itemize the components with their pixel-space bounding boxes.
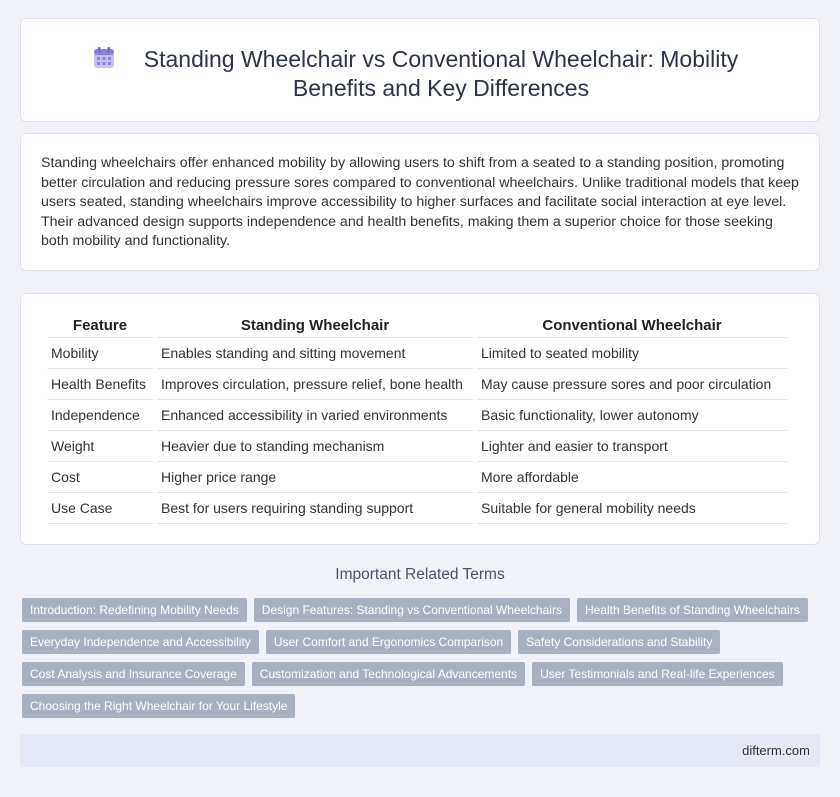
related-term-tag[interactable]: User Testimonials and Real-life Experiences [532, 662, 783, 686]
table-row [47, 369, 787, 400]
table-cell: Use Case [47, 493, 153, 524]
table-cell: Suitable for general mobility needs [477, 493, 787, 524]
related-terms-list [22, 598, 822, 718]
table-cell: May cause pressure sores and poor circulation [477, 369, 787, 400]
table-cell: Basic functionality, lower autonomy [477, 400, 787, 431]
column-header-standing: Standing Wheelchair [157, 315, 473, 338]
table-cell: Enables standing and sitting movement [157, 338, 473, 369]
table-cell: Independence [47, 400, 153, 431]
related-term-tag[interactable]: Cost Analysis and Insurance Coverage [22, 662, 245, 686]
footer [20, 734, 820, 767]
footer-brand-link[interactable]: difterm.com [742, 743, 810, 758]
table-cell: Lighter and easier to transport [477, 431, 787, 462]
related-term-tag[interactable]: Health Benefits of Standing Wheelchairs [577, 598, 808, 622]
table-cell: Enhanced accessibility in varied environments [157, 400, 473, 431]
table-cell: Improves circulation, pressure relief, bone health [157, 369, 473, 400]
table-cell: More affordable [477, 462, 787, 493]
table-row [47, 400, 787, 431]
table-row [47, 462, 787, 493]
related-term-tag[interactable]: Everyday Independence and Accessibility [22, 630, 259, 654]
related-term-tag[interactable]: Design Features: Standing vs Conventional Wheelchairs [254, 598, 570, 622]
column-header-feature: Feature [47, 315, 153, 338]
page-title: Standing Wheelchair vs Conventional Wheelchair: Mobility Benefits and Key Differences [143, 46, 739, 101]
table-cell: Best for users requiring standing support [157, 493, 473, 524]
table-header-row [47, 315, 787, 338]
intro-card [20, 133, 820, 271]
table-cell: Health Benefits [47, 369, 153, 400]
table-cell: Higher price range [157, 462, 473, 493]
table-cell: Weight [47, 431, 153, 462]
table-cell: Mobility [47, 338, 153, 369]
table-cell: Heavier due to standing mechanism [157, 431, 473, 462]
related-term-tag[interactable]: Introduction: Redefining Mobility Needs [22, 598, 247, 622]
column-header-conventional: Conventional Wheelchair [477, 315, 787, 338]
table-cell: Cost [47, 462, 153, 493]
related-term-tag[interactable]: User Comfort and Ergonomics Comparison [266, 630, 511, 654]
header-card [20, 18, 820, 122]
related-term-tag[interactable]: Safety Considerations and Stability [518, 630, 720, 654]
related-term-tag[interactable]: Customization and Technological Advancements [252, 662, 525, 686]
intro-paragraph: Standing wheelchairs offer enhanced mobility by allowing users to shift from a seated to a standing position, promoting better circulation and reducing pressure sores compared to conventional wheelchairs. Unlike traditional models that keep users seated, standing wheelchairs improve accessibility to higher surfaces and facilitate social interaction at eye level. Their advanced design supports independence and health benefits, making them a superior choice for those seeking both mobility and functionality. [41, 155, 799, 250]
related-terms-heading: Important Related Terms [335, 566, 505, 583]
table-row [47, 431, 787, 462]
table-cell: Limited to seated mobility [477, 338, 787, 369]
table-row [47, 493, 787, 524]
comparison-table [43, 315, 791, 524]
related-term-tag[interactable]: Choosing the Right Wheelchair for Your Lifestyle [22, 694, 295, 718]
comparison-table-card [20, 293, 820, 545]
table-row [47, 338, 787, 369]
